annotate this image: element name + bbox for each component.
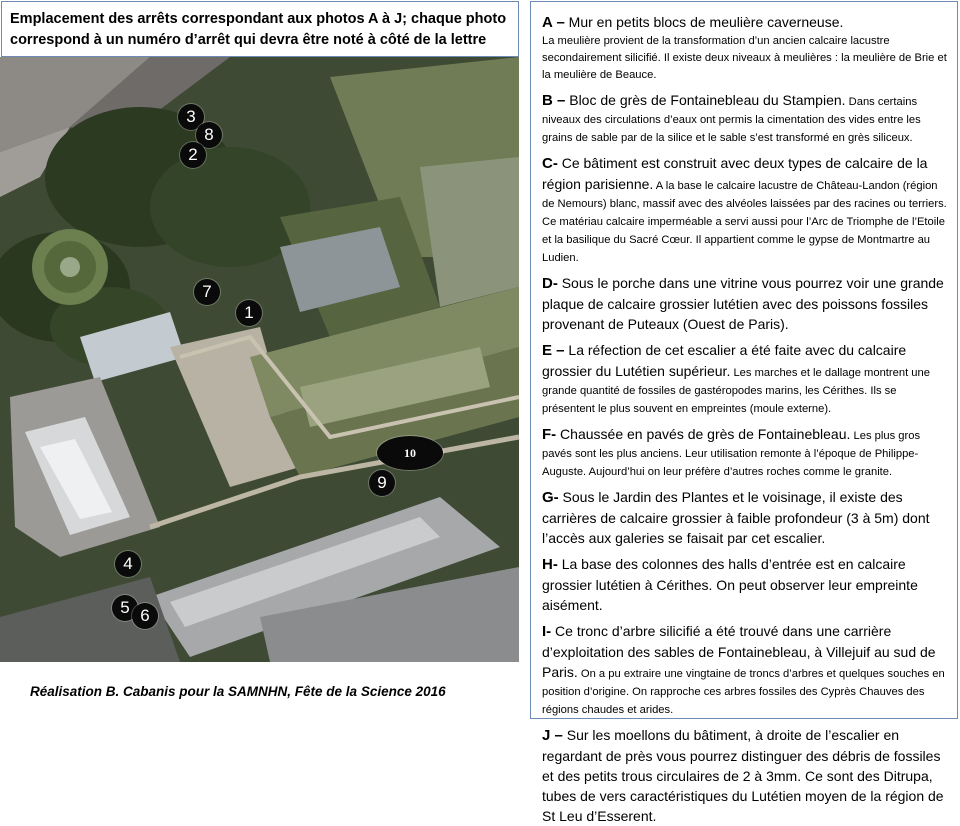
legend-entry-g: G- Sous le Jardin des Plantes et le voisinage, il existe des carrières de calcaire grossier à faible profondeur (3 à 5m) dont l’accès aux galeries se faisait par cet escalier. (542, 489, 930, 546)
stop-marker-2[interactable]: 2 (180, 142, 206, 168)
legend-entry-c: C- Ce bâtiment est construit avec deux types de calcaire de la région parisienne. A la base le calcaire lacustre de Château-Landon (région de Nemours) blanc, massif avec des alvéoles laissées par des racines ou terriers. Ce matériau calcaire imperméable a servi aussi pour l’Arc de Triomphe de l’Etoile et la basilique du Sacré Cœur. Il appartient comme le gypse de Montmartre au Ludien. (542, 155, 947, 264)
aerial-map[interactable] (0, 57, 519, 662)
legend-entry-a: A – Mur en petits blocs de meulière caverneuse. La meulière provient de la transformation d’un ancien calcaire lacustre secondairement silicifié. Il existe deux niveaux à meulières : la meulière de Brie et la meulière de Beauce. (542, 14, 947, 81)
stop-marker-1[interactable]: 1 (236, 300, 262, 326)
stop-marker-8[interactable]: 8 (196, 122, 222, 148)
aerial-photo (0, 57, 519, 662)
stop-marker-5[interactable]: 5 (112, 595, 138, 621)
credit-line: Réalisation B. Cabanis pour la SAMNHN, Fête de la Science 2016 (30, 684, 446, 699)
legend-panel (530, 1, 958, 824)
legend-entry-j: J – Sur les moellons du bâtiment, à droite de l’escalier en regardant de près vous pourrez distinguer des débris de fossiles et des petits trous circulaires de 2 à 3mm. Ce sont des Ditrupa, tubes de vers caractéristiques du Lutétien moyen de la région de St Leu d’Esserent. (542, 727, 944, 824)
legend-entry-h: H- La base des colonnes des halls d’entrée est en calcaire grossier lutétien à Cérithes. On peut observer leur empreinte aisément. (542, 556, 918, 613)
stop-marker-7[interactable]: 7 (194, 279, 220, 305)
stop-marker-10[interactable]: 10 (377, 436, 443, 470)
map-title: Emplacement des arrêts correspondant aux photos A à J; chaque photo correspond à un numéro d’arrêt qui devra être noté à côté de la lettre (1, 1, 519, 57)
legend-entry-b: B – Bloc de grès de Fontainebleau du Stampien. Dans certains niveaux des circulations d’eaux ont permis la cimentation des vides entre les grains de sable par de la silice et le sable s’est transformé en grès siliceux. (542, 92, 921, 144)
legend-entry-e: E – La réfection de cet escalier a été faite avec du calcaire grossier du Lutétien supérieur. Les marches et le dallage montrent une grande quantité de fossiles de gastéropodes marins, les Cérithes. Ils se présentent le plus souvent en empreintes (moule externe). (542, 342, 930, 415)
legend-entry-i: I- Ce tronc d’arbre silicifié a été trouvé dans une carrière d’exploitation des sables de Fontainebleau, à Villejuif au sud de Paris. On a pu extraire une vingtaine de troncs d’arbres et quelques souches en position d’origine. On rapproche ces arbres fossiles des Cyprès Chauves des régions chaudes et arides. (542, 623, 945, 716)
stop-marker-4[interactable]: 4 (115, 551, 141, 577)
stop-marker-9[interactable]: 9 (369, 470, 395, 496)
stop-marker-3[interactable]: 3 (178, 104, 204, 130)
legend-entry-f: F- Chaussée en pavés de grès de Fontainebleau. Les plus gros pavés sont les plus anciens. Leur utilisation remonte à l’époque de Philippe-Auguste. Aujourd’hui on leur préfère d’autres roches comme le granite. (542, 426, 921, 478)
legend-entry-d: D- Sous le porche dans une vitrine vous pourrez voir une grande plaque de calcaire grossier lutétien avec des poissons fossiles provenant de Puteaux (Ouest de Paris). (542, 275, 944, 332)
stop-marker-6[interactable]: 6 (132, 603, 158, 629)
